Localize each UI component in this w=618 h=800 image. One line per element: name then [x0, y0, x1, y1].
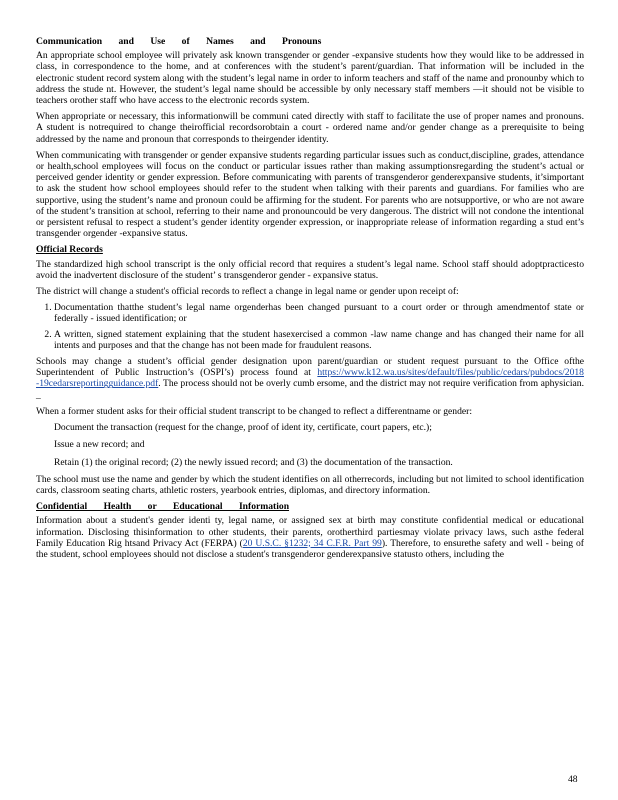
- paragraph: When a former student asks for their official student transcript to be changed to reflect a differentname or gender:: [36, 405, 472, 417]
- paragraph: When appropriate or necessary, this informationwill be communi cated directly with staff to facilitate the use of proper names and pronouns. A student is notrequired to change theirofficial recordsorobtain a court - ordered name and/or gender change as a prerequisite to being addressed by the name and pronoun that corresponds to theirgender identity.: [36, 111, 584, 145]
- paragraph: An appropriate school employee will privately ask known transgender or gender -expansive students how they would like to be addressed in class, in correspondence to the home, and at conferences with the student’s parent/guardian. That information will be included in the electronic student record system along with the student’s legal name in order to inform teachers and staff of the name and pronounby which to address the stude nt. However, the student’s legal name should be accessible by only necessary staff members —it should not be visible to teachers orother staff who have access to the electronic records system.: [36, 50, 584, 107]
- paragraph: The district will change a student's official records to reflect a change in legal name or gender upon receipt of:: [36, 286, 459, 298]
- bullet-item: [36, 422, 584, 433]
- paragraph-ferpa: [36, 515, 584, 560]
- ospi-guidance-link[interactable]: https://www.k12.wa.us/sites/default/files/public/cedars/pubdocs/2018 -19cedarsreportingguidance.pdf: [36, 367, 584, 390]
- bullet-glyph-icon: [36, 422, 44, 433]
- bullet-item: [36, 439, 584, 450]
- page-number: 48: [568, 774, 578, 785]
- paragraph: When communicating with transgender or gender expansive students regarding particular issues such as conduct,discipline, grades, attendance or health,school employees will focus on the conduct or particular issues rather than making assumptionsregarding the student’s actual or perceived gender identity or gender expression. Before communicating with parents of transgenderor genderexpansive students, it’simportant to ask the student how school employees should refer to the student when talking with their parents and guardians. For families who are supportive, using the student’s name and pronoun could be affirming for the student. For parents who are notsupportive, or who are not aware of the student’s transition at school, referring to their name and pronouncould be very dangerous. The district will not condone the intentional or persistent refusal to respect a student’s gender identity orgender expression, or inappropriate release of information regarding a stud ent’s transgender orgender -expansive status.: [36, 149, 584, 240]
- paragraph: The standardized high school transcript is the only official record that requires a student’s legal name. School staff should adoptpracticesto avoid the inadvertent disclosure of the student’ s transgenderor gender - expansive status.: [36, 258, 584, 281]
- section-heading-names-pronouns: Communication and Use of Names and Pronouns: [36, 36, 322, 47]
- bullet-text: Retain (1) the original record; (2) the newly issued record; and (3) the documentation of the transaction.: [54, 456, 453, 468]
- numbered-list: [36, 302, 584, 351]
- bullet-text: Issue a new record; and: [54, 439, 145, 451]
- list-item: 1. Documentation thatthe student’s legal name orgenderhas been changed pursuant to a court order or through amendmentof state or federally - issued identification; or: [54, 302, 584, 324]
- paragraph-text: ). Therefore, to ensurethe safety and well - being of the student, school employees should not disclose a student's transgenderor genderexpansive statusto others, including the: [36, 537, 584, 560]
- bullet-glyph-icon: [36, 439, 44, 450]
- document-page: [36, 36, 584, 565]
- ferpa-citation-link[interactable]: 20 U.S.C. §1232; 34 C.F.R. Part 99: [242, 537, 382, 549]
- paragraph: The school must use the name and gender by which the student identifies on all otherrecords, including but not limited to school identification cards, classroom seating charts, athletic rosters, yearbook entries, diplomas, and directory information.: [36, 473, 584, 496]
- section-heading-official-records: Official Records: [36, 244, 103, 256]
- paragraph-ospi: [36, 356, 584, 401]
- section-heading-confidential-info: Confidential Health or Educational Information: [36, 501, 290, 513]
- bullet-item: [36, 457, 584, 468]
- bullet-glyph-icon: [36, 457, 44, 468]
- bullet-text: Document the transaction (request for the change, proof of ident ity, certificate, court papers, etc.);: [54, 422, 432, 434]
- paragraph-text: Schools may change a student’s official gender designation upon parent/guardian or student request pursuant to the Office ofthe Superintendent of Public Instruction’s (OSPI’s) process found at: [36, 356, 584, 379]
- paragraph-text: . The process should not be overly cumb ersome, and the district may not require verification from aphysician. _: [36, 378, 584, 401]
- list-item: 2. A written, signed statement explaining that the student hasexercised a common -law name change and has changed their name for all intents and purposes and that the change has not been made for fraudulent reasons.: [54, 329, 584, 351]
- paragraph-text: Information about a student's gender identi ty, legal name, or assigned sex at birth may constitute confidential medical or educational information. Disclosing thisinformation to other students, their parents, orotherthird partiesmay violate privacy laws, such asthe federal Family Education Rig htsand Privacy Act (FERPA) (: [36, 515, 584, 549]
